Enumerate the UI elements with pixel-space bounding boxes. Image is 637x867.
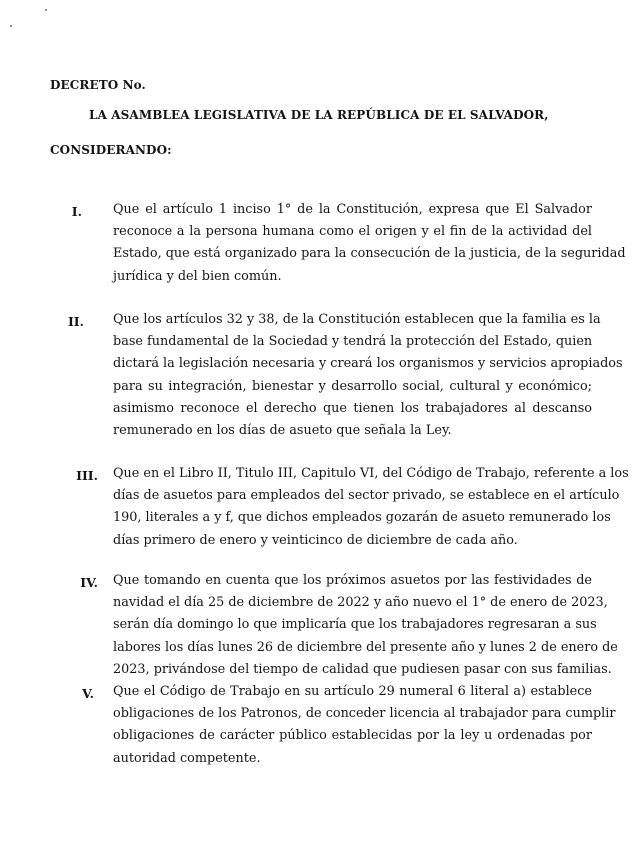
clause-line: Que el Código de Trabajo en su artículo 29 numeral 6 literal a) establece — [113, 684, 592, 699]
clause-line: Que los artículos 32 y 38, de la Constitución establecen que la familia es la — [113, 312, 601, 327]
clause-line: para su integración, bienestar y desarrollo social, cultural y económico; — [113, 378, 592, 394]
clause-line: Estado, que está organizado para la consecución de la justicia, de la seguridad — [113, 246, 626, 262]
clause-line: base fundamental de la Sociedad y tendrá la protección del Estado, quien — [113, 334, 593, 350]
clause-line: remunerado en los días de asueto que señala la Ley. — [113, 423, 452, 439]
clause-line: reconoce a la persona humana como el origen y el fin de la actividad del — [113, 224, 592, 240]
clause-line: días primero de enero y veinticinco de diciembre de cada año. — [113, 532, 518, 548]
clause-line: jurídica y del bien común. — [113, 268, 282, 284]
clause-line: 2023, privándose del tiempo de calidad que pudiesen pasar con sus familias. — [113, 661, 612, 677]
clause-line: obligaciones de los Patronos, de conceder licencia al trabajador para cumplir — [113, 706, 616, 722]
considering-heading: CONSIDERANDO: — [50, 143, 172, 157]
clause-text — [113, 681, 616, 770]
clause-text — [113, 309, 623, 442]
clause-line: días de asuetos para empleados del sector privado, se establece en el artículo — [113, 488, 620, 504]
clause-line: labores los días lunes 26 de diciembre del presente año y lunes 2 de enero de — [113, 639, 618, 655]
clause-numeral: I. — [71, 204, 82, 219]
scan-speck — [45, 9, 47, 11]
clause-line: dictará la legislación necesaria y creará los organismos y servicios apropiados — [113, 356, 623, 372]
clause-text — [113, 570, 618, 681]
clause-line: autoridad competente. — [113, 750, 261, 766]
scan-speck — [10, 25, 12, 27]
clause-line: obligaciones de carácter público establecidas por la ley u ordenadas por — [113, 728, 592, 744]
clause-line: navidad el día 25 de diciembre de 2022 y año nuevo el 1° de enero de 2023, — [113, 595, 608, 611]
clause-line: Que tomando en cuenta que los próximos asuetos por las festividades de — [113, 573, 592, 588]
clause-numeral: V. — [82, 686, 94, 701]
assembly-heading: LA ASAMBLEA LEGISLATIVA DE LA REPÚBLICA DE EL SALVADOR, — [89, 108, 549, 122]
clause-line: 190, literales a y f, que dichos empleados gozarán de asueto remunerado los — [113, 510, 611, 526]
clause-line: Que en el Libro II, Titulo III, Capitulo VI, del Código de Trabajo, referente a los — [113, 466, 629, 481]
clause-text — [113, 199, 626, 288]
clause-text — [113, 463, 629, 552]
clause-numeral: III. — [76, 468, 98, 483]
decree-number-heading: DECRETO No. — [50, 78, 146, 92]
clause-line: serán día domingo lo que implicaría que los trabajadores regresaran a sus — [113, 617, 597, 633]
clause-numeral: IV. — [80, 575, 98, 590]
clause-line: asimismo reconoce el derecho que tienen los trabajadores al descanso — [113, 400, 592, 416]
clause-line: Que el artículo 1 inciso 1° de la Constitución, expresa que El Salvador — [113, 202, 592, 217]
clause-numeral: II. — [67, 314, 84, 329]
